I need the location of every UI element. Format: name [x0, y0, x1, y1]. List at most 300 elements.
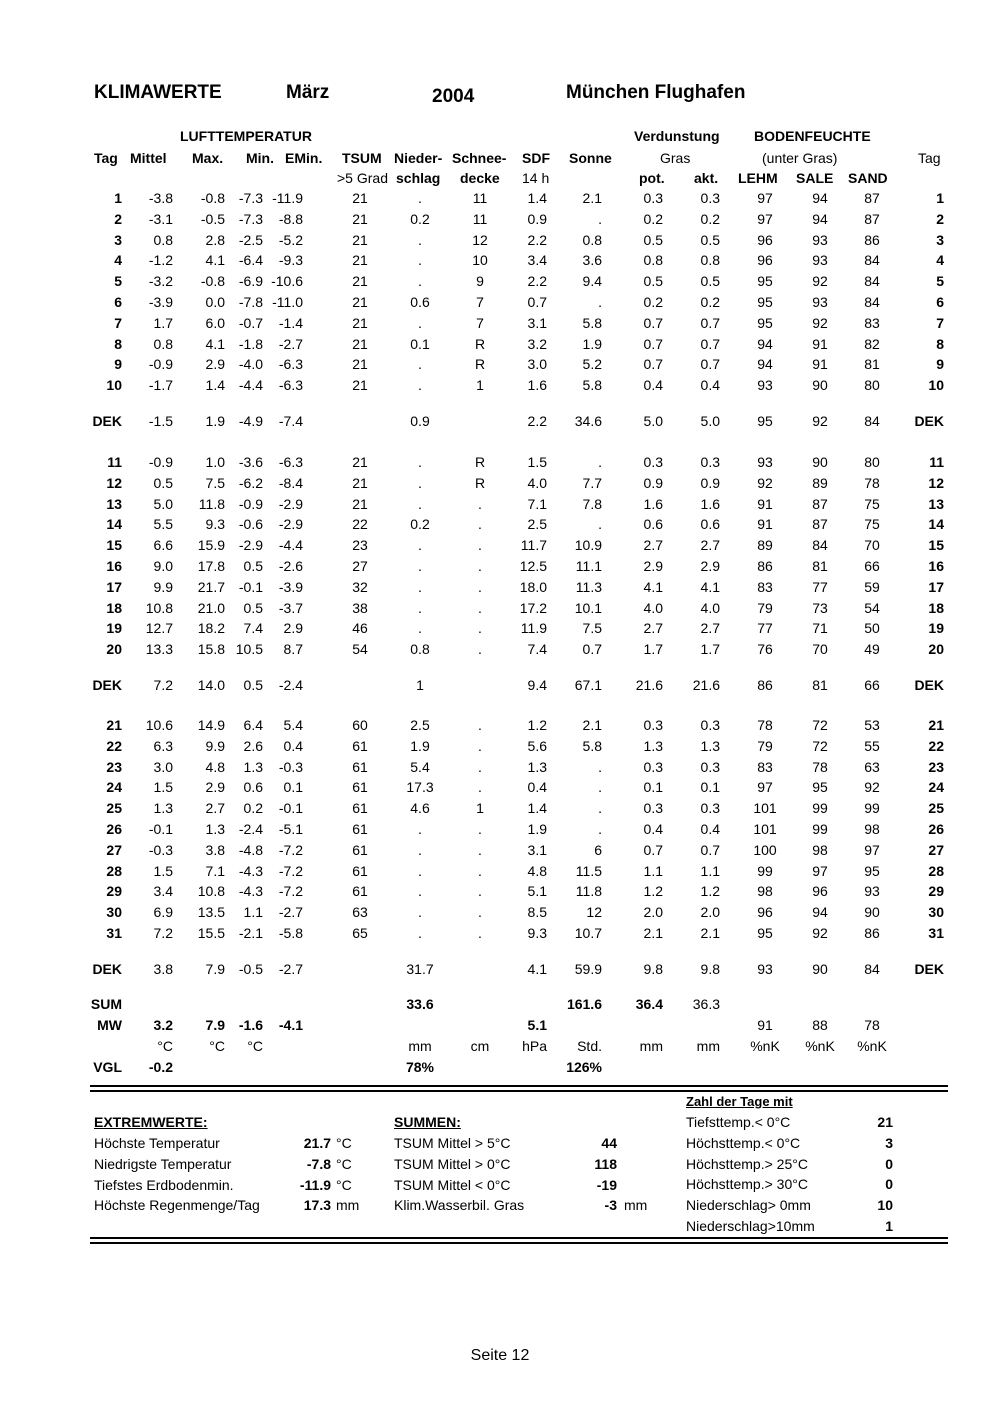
- table-row-cell: 0.7: [700, 356, 720, 373]
- table-row-cell: 0.6: [243, 779, 263, 796]
- table-row-cell: 101: [753, 800, 777, 817]
- table-row-cell: 81: [864, 356, 880, 373]
- dek-row-cell: DEK: [914, 961, 944, 977]
- table-row-cell: 99: [812, 821, 828, 837]
- mw-row-cell: 78: [864, 1017, 880, 1033]
- table-row-cell: -0.9: [148, 454, 173, 470]
- table-row-cell: 7.5: [205, 474, 225, 491]
- dek-row-cell: 9.8: [700, 961, 720, 977]
- table-row-cell: 7.1: [527, 495, 547, 512]
- dek-row-cell: 1.9: [205, 413, 225, 429]
- table-row-cell: 0.8: [582, 231, 602, 248]
- extremwert-label: Tiefstes Erdbodenmin.: [94, 1176, 234, 1193]
- table-row-cell: .: [478, 717, 482, 733]
- table-row-cell: -1.8: [238, 335, 263, 352]
- table-row-cell: 53: [864, 717, 880, 733]
- table-row-cell: 12: [472, 231, 488, 248]
- table-row-cell: 1.2: [527, 717, 547, 733]
- mw-row-cell: 7.9: [205, 1017, 225, 1033]
- table-row-cell: 93: [864, 883, 880, 900]
- table-row-cell: -4.3: [238, 862, 263, 879]
- table-row-cell: -2.9: [278, 495, 303, 512]
- table-row-cell: 93: [812, 231, 828, 248]
- table-row-cell: 2.9: [643, 558, 663, 574]
- table-row-cell: 18.2: [197, 620, 225, 637]
- table-row-cell: 77: [757, 620, 773, 637]
- vgl-row-cell: -0.2: [148, 1059, 173, 1075]
- table-row-cell: 0.4: [527, 779, 547, 796]
- table-row-cell: -2.9: [278, 516, 303, 533]
- extremwert-unit: mm: [336, 1197, 360, 1214]
- table-row-cell: .: [418, 862, 422, 879]
- table-row-cell: .: [418, 821, 422, 837]
- table-row-cell: 6.3: [153, 737, 173, 754]
- dek-row-cell: 3.8: [153, 961, 173, 977]
- table-row-cell: R: [474, 454, 486, 470]
- table-row-cell: 1.4: [527, 800, 547, 817]
- dek-row-cell: 1: [416, 677, 424, 693]
- table-row-cell: 0.3: [700, 190, 720, 206]
- table-row-cell: -2.9: [238, 537, 263, 554]
- dek-row-cell: DEK: [914, 677, 944, 693]
- table-row-cell: 3.1: [527, 314, 547, 331]
- summen-item-value: -3: [604, 1197, 617, 1214]
- table-row-cell: 95: [757, 294, 773, 310]
- table-row-cell: 96: [812, 883, 828, 900]
- col-schneedecke: Schnee-: [452, 150, 507, 166]
- table-row-cell: 30: [106, 904, 122, 921]
- table-row-cell: 12: [106, 474, 122, 491]
- table-row-cell: 0.5: [243, 558, 263, 574]
- table-row-cell: 15.9: [197, 537, 225, 554]
- table-row-cell: .: [478, 737, 482, 754]
- table-row-cell: 27: [106, 841, 122, 858]
- table-row-cell: 90: [812, 377, 828, 394]
- table-row-cell: 87: [812, 516, 828, 533]
- table-row-cell: 1: [936, 190, 944, 206]
- table-row-cell: 0.8: [643, 252, 663, 269]
- table-row-cell: 61: [352, 758, 368, 775]
- table-row-cell: 21: [352, 231, 368, 248]
- table-row-cell: 0.3: [643, 758, 663, 775]
- table-row-cell: 89: [757, 537, 773, 554]
- zahl-tage-item-label: Niederschlag>10mm: [686, 1218, 815, 1234]
- dek-row-cell: 86: [757, 677, 773, 693]
- table-row-cell: -5.8: [278, 925, 303, 941]
- table-row-cell: -5.2: [278, 231, 303, 248]
- table-row-cell: -3.2: [148, 273, 173, 290]
- table-row-cell: 1.5: [153, 779, 173, 796]
- table-row-cell: 27: [928, 841, 944, 858]
- table-row-cell: -4.4: [238, 377, 263, 394]
- table-row-cell: -11.0: [272, 294, 303, 310]
- table-row-cell: -2.4: [238, 821, 263, 837]
- report-year: 2004: [432, 86, 475, 107]
- table-row-cell: .: [418, 231, 422, 248]
- table-row-cell: 83: [757, 578, 773, 595]
- table-row-cell: 29: [928, 883, 944, 900]
- table-row-cell: 25: [928, 800, 944, 817]
- table-row-cell: 94: [812, 904, 828, 921]
- table-row-cell: 11: [929, 454, 944, 470]
- table-row-cell: -4.0: [238, 356, 263, 373]
- table-row-cell: 2.6: [243, 737, 263, 754]
- table-row-cell: 9: [114, 356, 122, 373]
- zahl-tage-item-value: 0: [885, 1155, 893, 1172]
- table-row-cell: 3: [114, 231, 122, 248]
- table-row-cell: 90: [812, 454, 828, 470]
- mw-row-cell: -1.6: [238, 1017, 263, 1033]
- table-row-cell: 24: [106, 779, 122, 796]
- table-row-cell: 7: [476, 294, 484, 310]
- table-row-cell: 29: [106, 883, 122, 900]
- table-row-cell: -8.8: [278, 210, 303, 227]
- table-row-cell: 1.3: [243, 758, 263, 775]
- col-tsum: TSUM: [342, 150, 382, 166]
- table-row-cell: .: [418, 841, 422, 858]
- table-row-cell: 6: [936, 294, 944, 310]
- table-row-cell: 5.5: [153, 516, 173, 533]
- table-row-cell: .: [418, 454, 422, 470]
- dek-row-cell: 4.1: [527, 961, 547, 977]
- summen-item-label: TSUM Mittel > 0°C: [394, 1155, 511, 1172]
- col-tsum-sub: >5 Grad: [337, 170, 388, 186]
- table-row-cell: .: [598, 779, 602, 796]
- table-row-cell: -0.1: [278, 800, 303, 817]
- table-row-cell: 3.2: [527, 335, 547, 352]
- table-row-cell: 2.8: [205, 231, 225, 248]
- table-row-cell: -6.3: [278, 356, 303, 373]
- mw-row-cell: 3.2: [153, 1017, 173, 1033]
- table-row-cell: 2: [114, 210, 122, 227]
- table-row-cell: .: [418, 474, 422, 491]
- table-row-cell: 7.2: [153, 925, 173, 941]
- table-row-cell: .: [478, 537, 482, 554]
- table-row-cell: 24: [928, 779, 944, 796]
- table-row-cell: 11.3: [575, 578, 602, 595]
- table-row-cell: 1.3: [643, 737, 663, 754]
- table-row-cell: 92: [812, 273, 828, 290]
- table-row-cell: .: [478, 883, 482, 900]
- table-row-cell: 1.7: [153, 314, 173, 331]
- table-row-cell: 0.8: [153, 231, 173, 248]
- table-row-cell: 0.2: [410, 210, 430, 227]
- table-row-cell: 3.1: [527, 841, 547, 858]
- table-row-cell: 0.5: [153, 474, 173, 491]
- table-row-cell: 8: [936, 335, 944, 352]
- table-row-cell: 72: [812, 737, 828, 754]
- table-row-cell: .: [478, 925, 482, 941]
- unit-row-cell: °C: [157, 1038, 173, 1054]
- sum-row-cell: SUM: [90, 996, 122, 1012]
- divider-top-2: [90, 1090, 948, 1092]
- col-tag-right: Tag: [918, 150, 941, 166]
- table-row-cell: -3.8: [148, 190, 173, 206]
- table-row-cell: 90: [864, 904, 880, 921]
- table-row-cell: 1: [114, 190, 122, 206]
- table-row-cell: 0.4: [700, 377, 720, 394]
- vgl-row-cell: VGL: [93, 1059, 122, 1075]
- zahl-tage-item-label: Tiefsttemp.< 0°C: [686, 1114, 791, 1130]
- table-row-cell: 10: [472, 252, 488, 269]
- zahl-tage-item-value: 21: [877, 1114, 893, 1130]
- table-row-cell: .: [418, 273, 422, 290]
- table-row-cell: 0.3: [700, 800, 720, 817]
- dek-row-cell: DEK: [92, 413, 122, 429]
- table-row-cell: 92: [812, 925, 828, 941]
- table-row-cell: 99: [812, 800, 828, 817]
- table-row-cell: 61: [352, 737, 368, 754]
- table-row-cell: 4.1: [205, 335, 225, 352]
- table-row-cell: 21: [352, 210, 368, 227]
- table-row-cell: 0.3: [643, 190, 663, 206]
- table-row-cell: 9.0: [153, 558, 173, 574]
- table-row-cell: 1.0: [205, 454, 225, 470]
- table-row-cell: -2.7: [278, 335, 303, 352]
- table-row-cell: 6.4: [243, 717, 263, 733]
- dek-row-cell: DEK: [914, 413, 944, 429]
- table-row-cell: -3.1: [148, 210, 173, 227]
- table-row-cell: 72: [812, 717, 828, 733]
- unit-row-cell: %nK: [857, 1038, 887, 1054]
- table-row-cell: 26: [106, 821, 122, 837]
- table-row-cell: 61: [352, 841, 368, 858]
- dek-row-cell: -2.4: [278, 677, 303, 693]
- table-row-cell: 1.6: [700, 495, 720, 512]
- col-niederschlag-sub: schlag: [396, 170, 441, 186]
- table-row-cell: -6.3: [278, 454, 303, 470]
- table-row-cell: .: [478, 516, 482, 533]
- table-row-cell: 0.7: [643, 314, 663, 331]
- table-row-cell: 0.4: [700, 821, 720, 837]
- table-row-cell: 21: [352, 356, 368, 373]
- extremwert-value: -7.8: [306, 1155, 331, 1172]
- table-row-cell: 61: [352, 862, 368, 879]
- table-row-cell: 11.8: [575, 883, 602, 900]
- zahl-tage-item-value: 0: [885, 1176, 893, 1193]
- table-row-cell: 13: [106, 495, 122, 512]
- table-row-cell: -1.7: [148, 377, 173, 394]
- table-row-cell: 12.5: [519, 558, 547, 574]
- col-sdf: SDF: [522, 150, 550, 166]
- table-row-cell: 21: [352, 252, 368, 269]
- table-row-cell: .: [478, 641, 482, 658]
- table-row-cell: .: [598, 758, 602, 775]
- table-row-cell: 0.6: [410, 294, 430, 310]
- table-row-cell: 61: [352, 800, 368, 817]
- table-row-cell: 0.2: [643, 210, 663, 227]
- table-row-cell: 2.0: [643, 904, 663, 921]
- dek-row-cell: 31.7: [406, 961, 434, 977]
- table-row-cell: 75: [864, 495, 880, 512]
- table-row-cell: 0.1: [410, 335, 430, 352]
- table-row-cell: 2: [936, 210, 944, 227]
- table-row-cell: .: [478, 599, 482, 616]
- dek-row-cell: -1.5: [148, 413, 173, 429]
- col-gras: Gras: [660, 150, 691, 166]
- table-row-cell: 16: [106, 558, 122, 574]
- dek-row-cell: 7.2: [153, 677, 173, 693]
- table-row-cell: 2.2: [527, 231, 547, 248]
- table-row-cell: -0.7: [238, 314, 263, 331]
- table-row-cell: .: [418, 252, 422, 269]
- table-row-cell: 98: [757, 883, 773, 900]
- table-row-cell: 16: [928, 558, 944, 574]
- summen-item-value: 44: [601, 1135, 617, 1151]
- table-row-cell: 0.3: [643, 717, 663, 733]
- table-row-cell: 9.3: [527, 925, 547, 941]
- table-row-cell: 22: [928, 737, 944, 754]
- table-row-cell: -3.6: [238, 454, 263, 470]
- table-row-cell: 1.9: [410, 737, 430, 754]
- dek-row-cell: 0.9: [410, 413, 430, 429]
- table-row-cell: 19: [106, 620, 122, 637]
- table-row-cell: 95: [812, 779, 828, 796]
- table-row-cell: 8.7: [283, 641, 303, 658]
- table-row-cell: 95: [757, 314, 773, 331]
- col-sonne: Sonne: [569, 150, 612, 166]
- table-row-cell: 19: [928, 620, 944, 637]
- table-row-cell: .: [418, 558, 422, 574]
- table-row-cell: 1.3: [700, 737, 720, 754]
- table-row-cell: 0.7: [527, 294, 547, 310]
- table-row-cell: 76: [757, 641, 773, 658]
- station-name: München Flughafen: [566, 82, 746, 103]
- table-row-cell: 0.3: [700, 758, 720, 775]
- table-row-cell: 21: [352, 190, 368, 206]
- table-row-cell: 1: [476, 377, 484, 394]
- table-row-cell: -0.5: [200, 210, 225, 227]
- dek-row-cell: 5.0: [643, 413, 663, 429]
- col-akt: akt.: [694, 170, 719, 186]
- table-row-cell: .: [418, 578, 422, 595]
- table-row-cell: 10.8: [145, 599, 173, 616]
- table-row-cell: 79: [757, 599, 773, 616]
- table-row-cell: 31: [928, 925, 944, 941]
- table-row-cell: 2.7: [643, 537, 663, 554]
- table-row-cell: 2.9: [283, 620, 303, 637]
- table-row-cell: 0.8: [153, 335, 173, 352]
- table-row-cell: 93: [812, 252, 828, 269]
- table-row-cell: .: [418, 314, 422, 331]
- extremwert-unit: °C: [336, 1176, 352, 1193]
- table-row-cell: 20: [106, 641, 122, 658]
- table-row-cell: 17: [928, 578, 944, 595]
- table-row-cell: 5.1: [527, 883, 547, 900]
- table-row-cell: -7.8: [238, 294, 263, 310]
- table-row-cell: 3: [936, 231, 944, 248]
- col-mittel: Mittel: [130, 150, 167, 166]
- table-row-cell: 21.7: [197, 578, 225, 595]
- table-row-cell: 0.1: [643, 779, 663, 796]
- table-row-cell: 0.7: [643, 356, 663, 373]
- table-row-cell: .: [418, 356, 422, 373]
- table-row-cell: 78: [757, 717, 773, 733]
- table-row-cell: -9.3: [278, 252, 303, 269]
- table-row-cell: 27: [352, 558, 368, 574]
- table-row-cell: -7.3: [238, 190, 263, 206]
- table-row-cell: 1.7: [700, 641, 720, 658]
- table-row-cell: 94: [812, 210, 828, 227]
- mw-row-cell: 5.1: [527, 1017, 547, 1033]
- table-row-cell: 11: [472, 190, 488, 206]
- table-row-cell: 21: [352, 495, 368, 512]
- table-row-cell: 66: [864, 558, 880, 574]
- table-row-cell: 21: [106, 717, 122, 733]
- table-row-cell: -6.3: [278, 377, 303, 394]
- table-row-cell: 1.6: [643, 495, 663, 512]
- table-row-cell: 73: [812, 599, 828, 616]
- table-row-cell: 5.8: [582, 737, 602, 754]
- table-row-cell: 23: [928, 758, 944, 775]
- table-row-cell: 11.5: [575, 862, 602, 879]
- table-row-cell: .: [418, 620, 422, 637]
- table-row-cell: 6.0: [205, 314, 225, 331]
- table-row-cell: 0.2: [700, 210, 720, 227]
- table-row-cell: 7: [476, 314, 484, 331]
- vgl-row-cell: 126%: [566, 1059, 602, 1075]
- table-row-cell: 93: [812, 294, 828, 310]
- unit-row-cell: mm: [696, 1038, 720, 1054]
- table-row-cell: 93: [757, 454, 773, 470]
- divider-bottom: [90, 1237, 948, 1239]
- table-row-cell: 0.3: [700, 454, 720, 470]
- dek-row-cell: 5.0: [700, 413, 720, 429]
- table-row-cell: 10.9: [574, 537, 602, 554]
- table-row-cell: 28: [928, 862, 944, 879]
- table-row-cell: 11.8: [198, 495, 225, 512]
- table-row-cell: 3.4: [153, 883, 173, 900]
- table-row-cell: 1.2: [643, 883, 663, 900]
- mw-row-cell: 88: [812, 1017, 828, 1033]
- table-row-cell: -0.3: [278, 758, 303, 775]
- table-row-cell: 71: [812, 620, 828, 637]
- table-row-cell: 18: [106, 599, 122, 616]
- table-row-cell: 9.9: [205, 737, 225, 754]
- table-row-cell: 95: [864, 862, 880, 879]
- table-row-cell: 83: [757, 758, 773, 775]
- dek-row-cell: -2.7: [278, 961, 303, 977]
- extremwert-label: Höchste Temperatur: [94, 1135, 220, 1151]
- table-row-cell: 4.0: [700, 599, 720, 616]
- summen-item-value: -19: [596, 1176, 617, 1193]
- col-sand: SAND: [848, 170, 888, 186]
- col-pot: pot.: [639, 170, 665, 186]
- table-row-cell: 94: [757, 356, 773, 373]
- table-row-cell: 84: [864, 273, 880, 290]
- table-row-cell: 2.7: [700, 537, 720, 554]
- col-tag: Tag: [94, 150, 118, 166]
- table-row-cell: .: [478, 841, 482, 858]
- table-row-cell: 1.7: [643, 641, 663, 658]
- col-sdf-sub: 14 h: [522, 170, 550, 186]
- table-row-cell: 3.4: [527, 252, 547, 269]
- table-row-cell: -3.9: [278, 578, 303, 595]
- dek-row-cell: 7.9: [205, 961, 225, 977]
- table-row-cell: .: [478, 779, 482, 796]
- table-row-cell: 1.1: [700, 862, 720, 879]
- table-row-cell: 10.1: [574, 599, 602, 616]
- table-row-cell: 0.1: [700, 779, 720, 796]
- extremwert-value: -11.9: [299, 1176, 331, 1193]
- table-row-cell: 79: [757, 737, 773, 754]
- table-row-cell: 2.9: [205, 779, 225, 796]
- table-row-cell: 14.9: [197, 717, 225, 733]
- table-row-cell: 92: [812, 314, 828, 331]
- table-row-cell: -0.6: [238, 516, 263, 533]
- table-row-cell: -4.4: [278, 537, 303, 554]
- verdunstung-header: Verdunstung: [634, 128, 720, 144]
